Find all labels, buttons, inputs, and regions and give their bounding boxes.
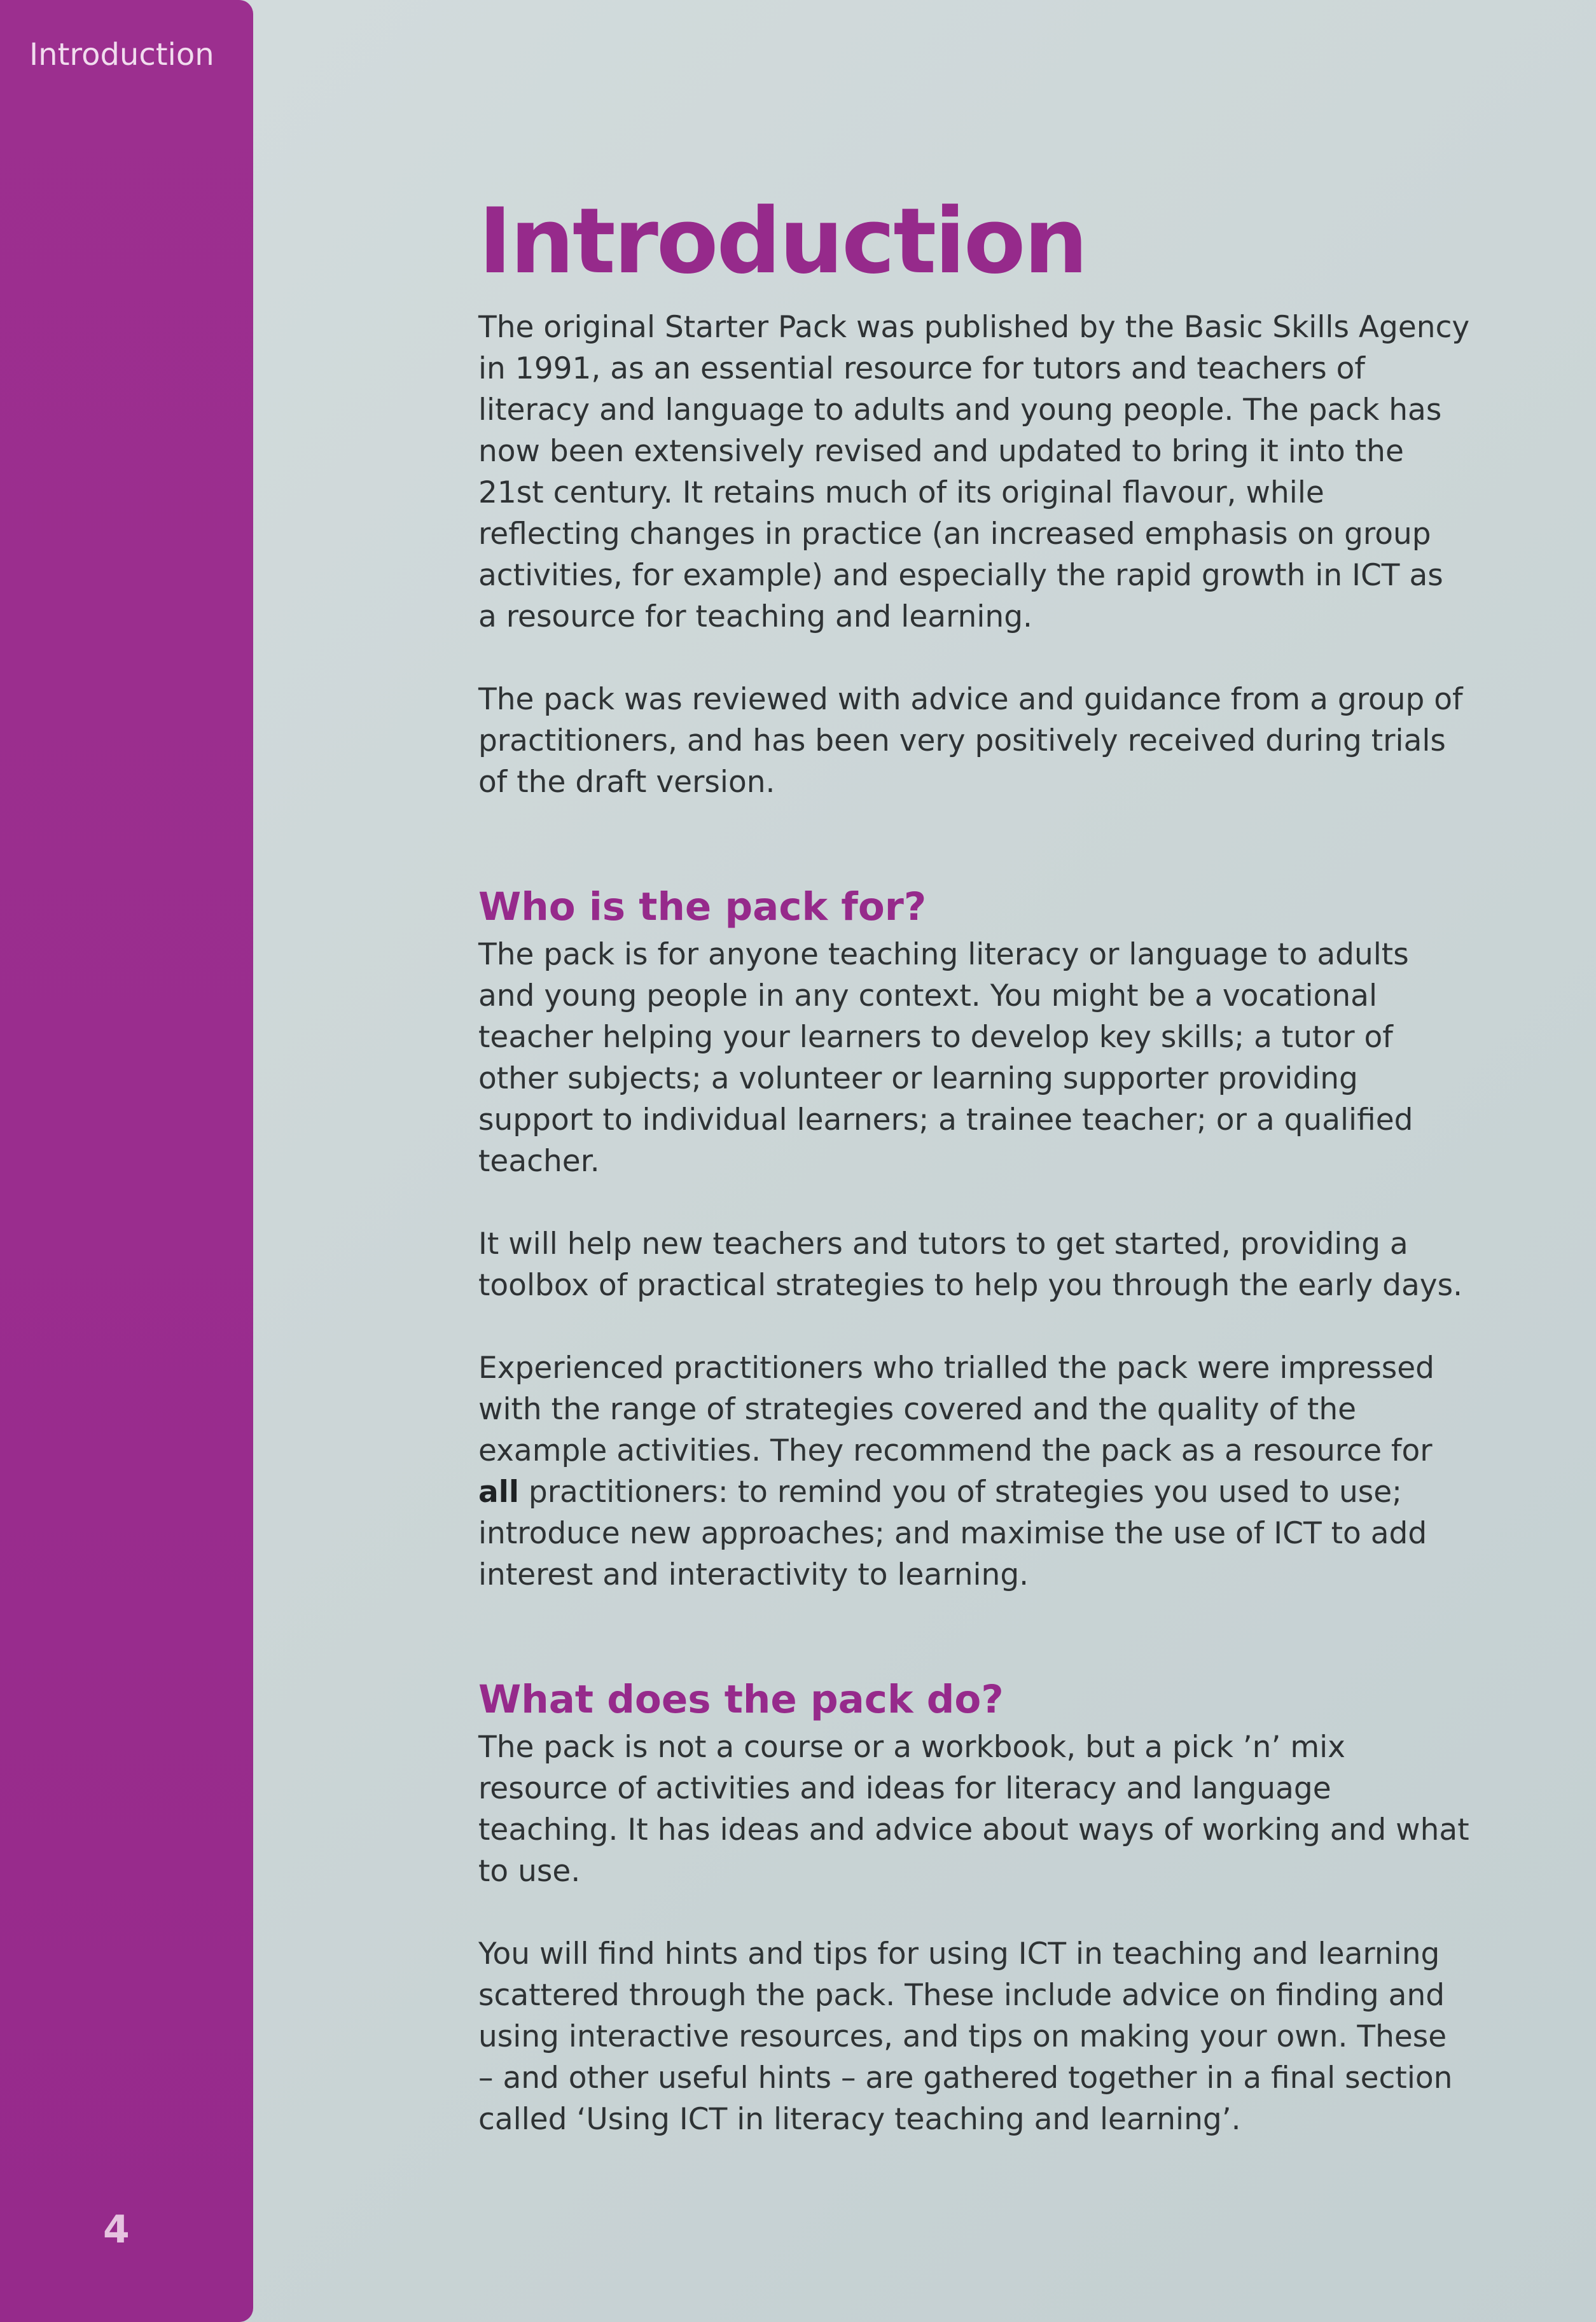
intro-paragraph-1: The original Starter Pack was published by the Basic Skills Agency in 1991, as an essential resource for tutors and teachers of literacy and language to adults and young people. The pack has now been extensively revised and updated to bring it into the 21st century. It retains much of its original flavour, while reflecting changes in practice (an increased emphasis on group activities, for example) and especially the rapid growth in ICT as a resource for teaching and learning. <box>478 310 1470 634</box>
who-paragraph-3-end: practitioners: to remind you of strategies you used to use; introduce new approaches; and maximise the use of ICT to add interest and interactivity to learning. <box>478 1475 1427 1592</box>
main-content <box>478 184 1471 2140</box>
who-paragraph-3-start: Experienced practitioners who trialled the pack were impressed with the range of strategies covered and the quality of the example activities. They recommend the pack as a resource for <box>478 1351 1435 1468</box>
page-number: 4 <box>103 2207 130 2252</box>
section-heading-who: Who is the pack for? <box>478 884 927 929</box>
section-label: Introduction <box>29 37 214 73</box>
who-paragraph-2: It will help new teachers and tutors to get started, providing a toolbox of practical strategies to help you through the early days. <box>478 1227 1463 1303</box>
who-paragraph-3 <box>478 1347 1471 1596</box>
page-title: Introduction <box>478 189 1086 294</box>
section-heading-what: What does the pack do? <box>478 1677 1004 1722</box>
what-paragraph-2: You will find hints and tips for using ICT in teaching and learning scattered through the pack. These include advice on finding and using interactive resources, and tips on making your own. These – and other useful hints – are gathered together in a final section called ‘Using ICT in literacy teaching and learning’. <box>478 1936 1453 2137</box>
who-paragraph-1: The pack is for anyone teaching literacy or language to adults and young people in any context. You might be a vocational teacher helping your learners to develop key skills; a tutor of other subjects; a volunteer or learning supporter providing support to individual learners; a trainee teacher; or a qualified teacher. <box>478 937 1413 1179</box>
sidebar-band <box>0 0 253 2322</box>
what-paragraph-1: The pack is not a course or a workbook, but a pick ’n’ mix resource of activities and ideas for literacy and language teaching. It has ideas and advice about ways of working and what to use. <box>478 1730 1469 1889</box>
emphasis-all: all <box>478 1475 519 1510</box>
intro-paragraph-2: The pack was reviewed with advice and guidance from a group of practitioners, and has been very positively received during trials of the draft version. <box>478 682 1463 800</box>
